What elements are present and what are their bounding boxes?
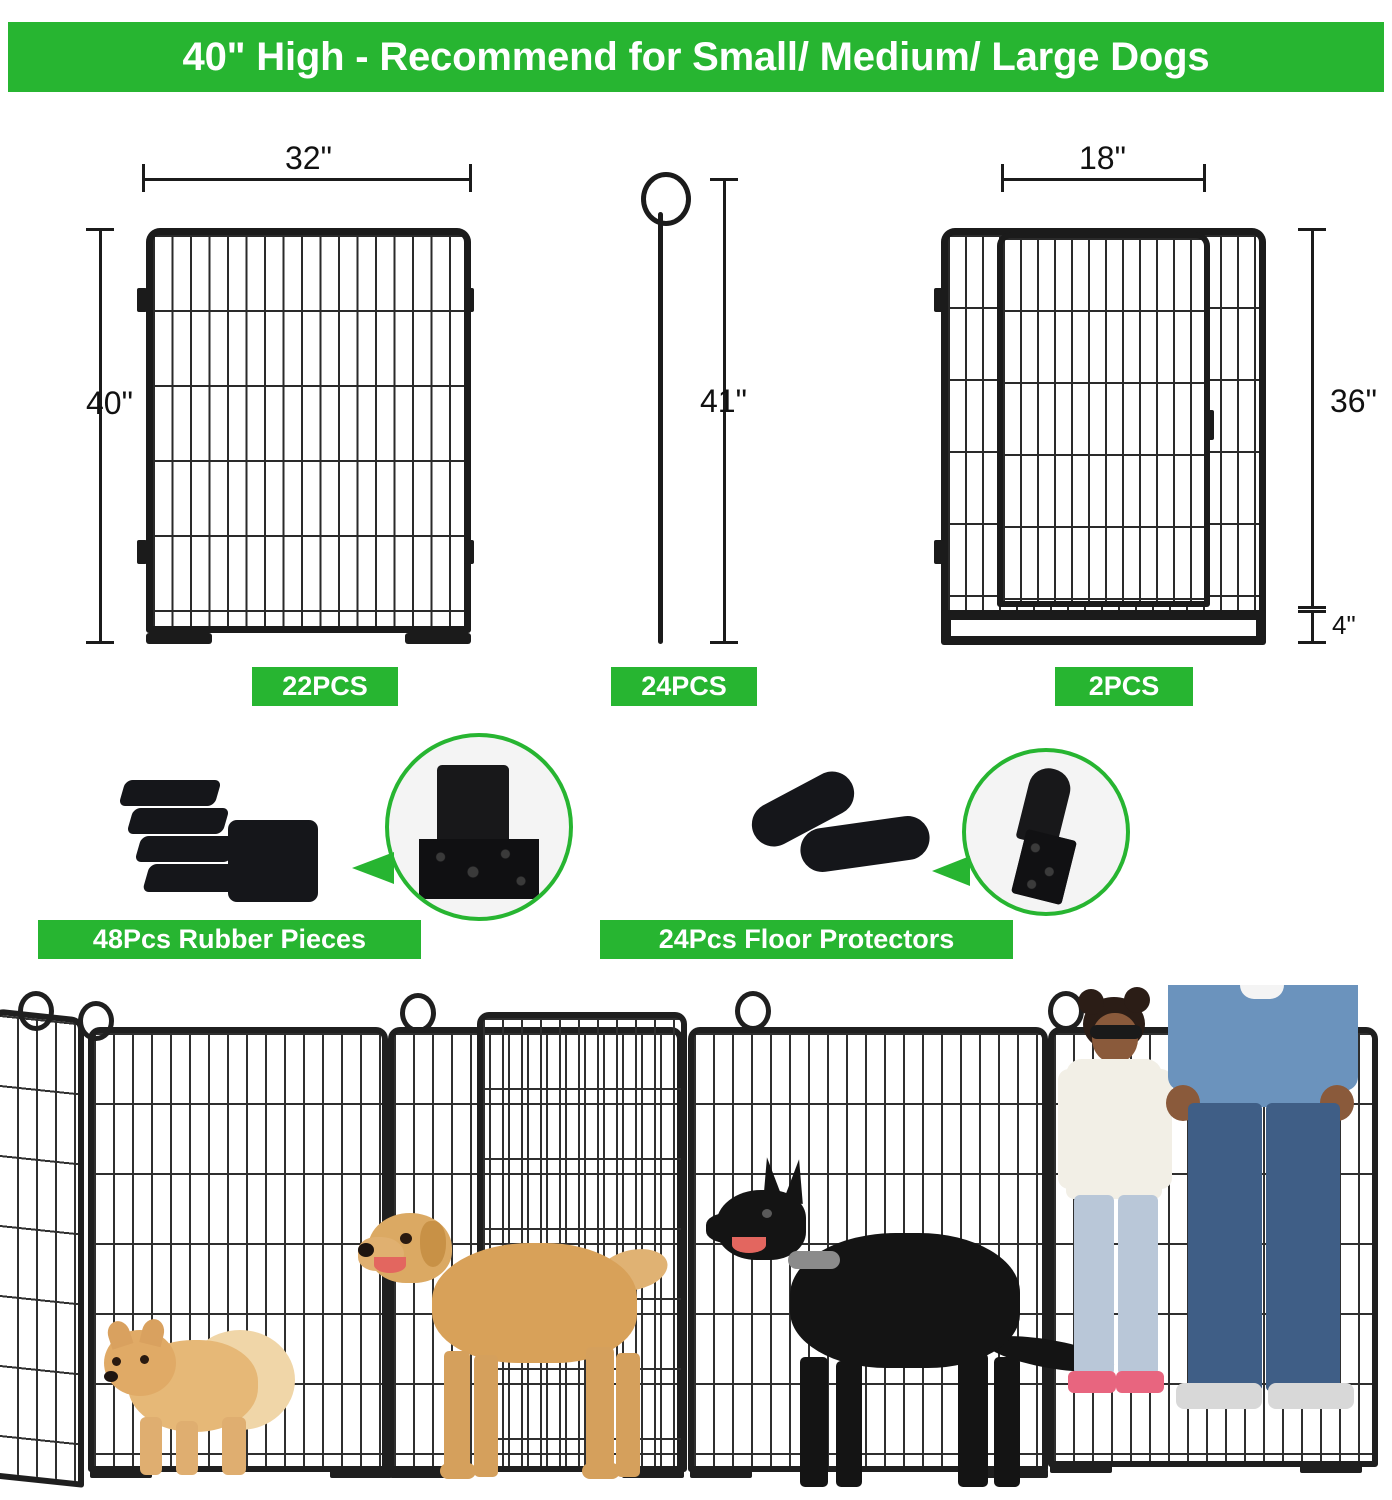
door-panel-inner-door	[997, 232, 1210, 607]
door-panel-foot-bar	[941, 636, 1266, 645]
door-panel-base-tick-top	[1298, 610, 1326, 613]
rubber-cap-side	[228, 820, 318, 902]
scene-hook-2	[78, 1001, 114, 1041]
standard-panel-hinge-top-left	[137, 288, 147, 312]
rubber-cap-1	[118, 780, 221, 806]
rubber-pieces-callout-tail	[352, 852, 394, 884]
ground-stake-height-tick-bottom	[710, 641, 738, 644]
scene-panel-1	[0, 1008, 84, 1488]
floor-protectors-callout	[962, 748, 1130, 916]
rubber-pieces-callout	[385, 733, 573, 921]
door-panel-base-tick-bottom	[1298, 641, 1326, 644]
scene-hook-5	[735, 991, 771, 1031]
door-panel-base-bar	[941, 610, 1266, 620]
standard-panel-width-tick-left	[142, 164, 145, 192]
door-panel-height-tick-top	[1298, 228, 1326, 231]
door-panel-hinge-bottom	[934, 540, 944, 564]
standard-panel-height-tick-top	[86, 228, 114, 231]
standard-panel-width-label: 32"	[285, 140, 332, 176]
door-panel-base-label: 4"	[1332, 610, 1356, 640]
standard-panel-hinge-bottom-left	[137, 540, 147, 564]
door-panel-base-dimline	[1311, 610, 1314, 644]
standard-panel-hinge-bottom-right	[464, 540, 474, 564]
scene-foot-6-right	[1300, 1464, 1362, 1473]
standard-panel-width-dimline	[142, 178, 472, 181]
door-panel-height-tick-bottom	[1298, 606, 1326, 609]
door-panel-latch	[1204, 410, 1214, 440]
scene-foot-6-left	[1050, 1464, 1112, 1473]
door-panel-width-tick-left	[1001, 164, 1004, 192]
standard-panel-mesh	[146, 228, 471, 633]
ground-stake-quantity-badge: 24PCS	[611, 667, 757, 706]
scene-hook-1	[18, 991, 54, 1031]
ground-stake-shaft	[658, 212, 663, 644]
standard-panel-width-tick-right	[469, 164, 472, 192]
door-panel-width-dimline	[1001, 178, 1206, 181]
ground-stake-height-tick-top	[710, 178, 738, 181]
rubber-pieces-label: 48Pcs Rubber Pieces	[38, 920, 421, 959]
door-panel-width-tick-right	[1203, 164, 1206, 192]
door-panel-quantity-badge: 2PCS	[1055, 667, 1193, 706]
rubber-cap-3	[134, 836, 237, 862]
door-panel-hinge-top	[934, 288, 944, 312]
standard-panel-height-tick-bottom	[86, 641, 114, 644]
standard-panel-hinge-top-right	[464, 288, 474, 312]
rubber-cap-2	[126, 808, 229, 834]
scene-hook-3	[400, 993, 436, 1033]
floor-protectors-label: 24Pcs Floor Protectors	[600, 920, 1013, 959]
lifestyle-scene	[0, 985, 1392, 1500]
standard-panel-quantity-badge: 22PCS	[252, 667, 398, 706]
page-title: 40" High - Recommend for Small/ Medium/ Large Dogs	[182, 34, 1210, 79]
door-panel-height-label: 36"	[1330, 383, 1377, 419]
door-panel-height-dimline	[1311, 228, 1314, 608]
scene-panel-4	[477, 1012, 687, 1472]
ground-stake-height-label: 41"	[700, 383, 747, 419]
standard-panel-foot-left	[146, 633, 212, 644]
door-panel-width-label: 18"	[1079, 140, 1126, 176]
standard-panel-height-dimline	[99, 228, 102, 644]
header-banner	[8, 22, 1384, 92]
standard-panel-height-label: 40"	[86, 385, 133, 421]
ground-stake-loop	[641, 172, 691, 226]
standard-panel-foot-right	[405, 633, 471, 644]
scene-foot-2-right	[330, 1469, 392, 1478]
floor-protectors-callout-tail	[932, 856, 970, 886]
scene-foot-5-left	[690, 1469, 752, 1478]
